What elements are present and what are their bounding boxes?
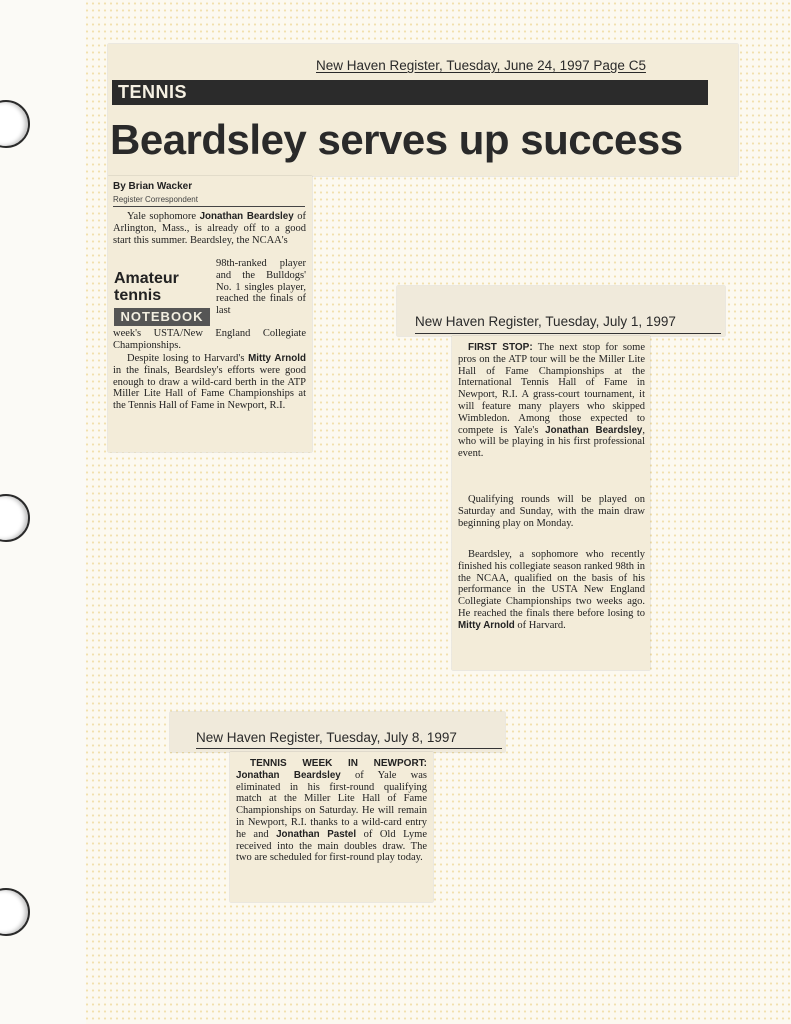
headline: Beardsley serves up success [110,116,683,163]
clipping-july-8-body [230,752,433,902]
text-run: of Arlington, Mass., is already off to a good start this summer. Beardsley, the NCAA's [113,211,307,246]
article-paragraph-1 [113,211,306,246]
person-name: Jonathan Pastel [276,828,357,840]
person-name: Jonathan Beardsley [545,424,643,436]
text-run: Yale sophomore [127,211,200,222]
byline: By Brian Wacker [113,181,193,192]
text-run: in the finals, Beardsley's efforts were good enough to draw a wild-card berth in the ATP Miller Lite Hall of Fame Championships at the Tennis Hall of Fame in Newport, R.I. [113,364,306,412]
dateline-june-24: New Haven Register, Tuesday, June 24, 1997 Page C5 [316,58,646,73]
byline-divider [113,206,305,207]
text-run: of Old Lyme received into the main doubles draw. The two are scheduled for first-round play today. [236,828,427,864]
text-run: , who will be playing in his first professional event. [458,424,645,460]
text-run: of Harvard. [514,619,566,631]
dateline-rule [415,333,721,334]
lead-in: TENNIS WEEK IN NEWPORT: [250,758,427,769]
text-run: The next stop for some pros on the ATP tour will be the Miller Lite Hall of Fame Championships at the International Tennis Hall of Fame in Newport, R.I. A grass-court tournament, it will feature many players who skipped Wimbledon. Among those expected to compete is Yale's [458,342,646,436]
clipping-july-1-body [452,336,650,670]
dateline-july-8: New Haven Register, Tuesday, July 8, 1997 [196,730,457,745]
person-name: Jonathan Beardsley [236,769,341,781]
text-run: Despite losing to Harvard's [127,353,249,364]
notebook-tag [114,270,212,326]
notebook-label: NOTEBOOK [114,308,210,326]
person-name: Mitty Arnold [248,353,306,364]
article-paragraph-2 [113,353,306,412]
clipping-june-24-body [108,176,312,452]
person-name: Jonathan Beardsley [199,211,294,222]
article-paragraph-3 [458,549,645,632]
article-paragraph [236,758,427,864]
lead-in: FIRST STOP: [468,342,533,353]
section-banner: TENNIS [112,80,708,105]
article-paragraph-1-end: week's USTA/New England Collegiate Championships. [113,328,306,351]
article-paragraph-2: Qualifying rounds will be played on Saturday and Sunday, with the main draw beginning play on Monday. [458,494,645,529]
notebook-tag-title: Amateur tennis [114,270,179,304]
article-paragraph-1 [458,342,645,460]
clipping-july-1-header [397,286,725,336]
byline-role: Register Correspondent [113,195,198,204]
article-paragraph-1-wrap: 98th-ranked player and the Bulldogs' No. 1 singles player, reached the finals of last [216,258,306,317]
text-run: Beardsley, a sophomore who recently finished his collegiate season ranked 98th in the NCAA, qualified on the basis of his performance in the USTA New England Collegiate Championships two weeks ago. He reached the finals there before losing to [458,549,645,619]
clipping-june-24-header [108,44,738,176]
person-name: Mitty Arnold [458,619,515,631]
dateline-rule [196,748,502,749]
text-run: of Yale was eliminated in his first-round qualifying match at the Miller Lite Hall of Fame Championships on Saturday. He will remain in Newport, R.I. thanks to a wild-card entry he and [236,769,427,840]
clipping-july-8-header [170,712,505,752]
dateline-july-1: New Haven Register, Tuesday, July 1, 1997 [415,314,676,329]
